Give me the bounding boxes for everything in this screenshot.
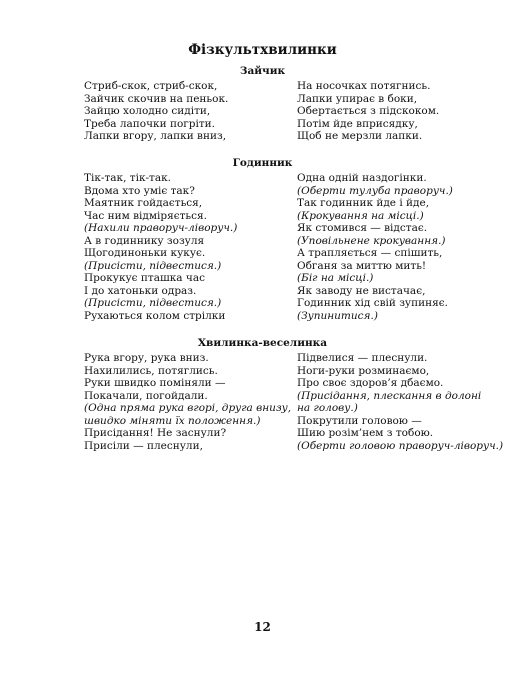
poem-line: Маятник гойдається, [84,197,203,209]
poem-line: Годинник хід свій зупиняє. [297,297,448,309]
poem-line: Присідання! Не заснули? [84,427,227,439]
stage-direction-line: (Присісти, підвестися.) [84,259,222,272]
poem-line: Час ним відміряється. [84,209,207,222]
poem-line: Присіли — плеснули, [84,439,203,452]
section-heading-khvylynka: Хвилинка-веселинка [197,337,328,349]
stage-direction-line: (Присідання, плескання в долоні [297,389,482,402]
poem-line: Обертається з підскоком. [297,105,440,117]
stage-direction-line: (Уповільнене крокування.) [297,234,446,247]
poem-line: Потім йде вприсядку, [297,117,418,130]
section-heading-hodynnyk: Годинник [232,157,293,169]
poem-line: Рука вгору, рука вниз. [84,352,209,364]
poem-line: Рухаються колом стрілки [84,309,226,322]
poem-right-column [297,352,503,452]
stage-direction-line: (Крокування на місці.) [297,209,424,222]
page-title: Фізкультхвилинки [188,42,337,58]
poem-line: Як заводу не вистачає, [297,284,426,297]
poem-line: Стриб-скок, стриб-скок, [84,80,218,92]
poem-line: Лапки вгору, лапки вниз, [84,130,227,142]
stage-direction-line: (Зупинитися.) [297,309,378,322]
poem-line: Нахилились, потяглись. [84,364,218,377]
poem-line: Шию розім’нем з тобою. [297,427,434,439]
poem-line: Про своє здоров’я дбаємо. [297,377,444,389]
page-number: 12 [254,620,271,634]
poem-left-column [84,352,291,452]
stage-direction-line: (Одна пряма рука вгорі, друга внизу, [84,402,292,414]
poem-line: Покрутили головою — [297,414,422,427]
stage-direction-line: швидко міняти їх положення.) [84,414,261,427]
poem-line: Покачали, погойдали. [84,389,208,402]
poem-line: На носочках потягнись. [297,80,431,92]
stage-direction-line: (Нахили праворуч-ліворуч.) [84,222,238,234]
poem-line: Як стомився — відстає. [297,222,428,234]
stage-direction-line: (Оберти головою праворуч-ліворуч.) [297,439,504,452]
poem-right-column [297,80,439,143]
poem-line: Зайчик скочив на пеньок. [84,92,229,105]
poem-line: Руки швидко поміняли — [84,377,226,389]
poem-line: Одна одній наздогінки. [297,172,427,184]
poem-line: І до хатоньки одраз. [84,284,197,297]
poem-line: А трапляється — спішить, [297,247,443,259]
poem-line: Щоб не мерзли лапки. [297,130,423,142]
poem-line: Лапки упирає в боки, [297,92,418,105]
poem-line: Підвелися — плеснули. [297,352,428,364]
stage-direction-line: (Біг на місці.) [297,272,374,284]
stage-direction-line: на голову.) [297,402,358,414]
poem-line: Треба лапочки погріти. [84,117,215,130]
poem-line: А в годиннику зозуля [84,234,205,247]
poem-line: Тік-так, тік-так. [84,172,172,184]
poem-line: Прокукує пташка час [84,272,205,284]
stage-direction-line: (Присісти, підвестися.) [84,297,222,309]
poem-right-column [297,172,453,322]
stage-direction-line: (Оберти тулуба праворуч.) [297,184,453,197]
poem-left-column [84,80,228,143]
poem-line: Щогодиноньки кукує. [84,247,206,259]
poem-line: Вдома хто уміє так? [84,184,195,197]
poem-line: Так годинник йде і йде, [297,197,430,209]
poem-line: Обганя за миттю мить! [297,259,427,272]
poem-left-column [84,172,237,322]
poem-line: Ноги-руки розминаємо, [297,364,430,377]
poem-line: Зайцю холодно сидіти, [84,105,211,117]
section-heading-zaichyk: Зайчик [239,65,286,77]
